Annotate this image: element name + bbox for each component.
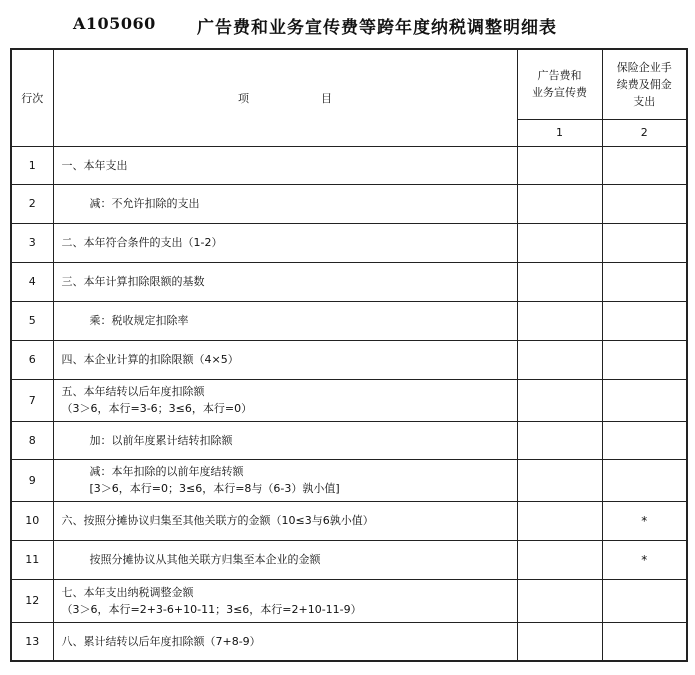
row-value-col1[interactable] [517,622,602,661]
row-value-col1[interactable] [517,579,602,622]
row-item [53,501,517,540]
row-item [53,540,517,579]
row-number: 12 [11,579,53,622]
row-item-line1: 二、本年符合条件的支出（1-2） [61,236,223,249]
row-value-col1[interactable] [517,262,602,301]
row-item [53,146,517,184]
row-item [53,223,517,262]
row-item [53,184,517,223]
adjustment-table [10,48,688,662]
row-value-col1[interactable] [517,501,602,540]
col1-header-line2: 业务宣传费 [532,86,587,100]
row-item [53,379,517,421]
row-item-line1: 减：不允许扣除的支出 [89,197,200,210]
row-item-line1: 八、累计结转以后年度扣除额（7+8-9） [61,634,261,648]
row-value-col1[interactable] [517,459,602,501]
row-value-col2[interactable] [602,223,687,262]
form-title: 广告费和业务宣传费等跨年度纳税调整明细表 [197,18,557,38]
col-item-header [53,49,517,146]
row-value-col2[interactable] [602,622,687,661]
row-item [53,340,517,379]
row-item-line2: （3＞6，本行=3-6；3≤6，本行=0） [61,402,253,415]
row-value-col2[interactable] [602,301,687,340]
table-row [11,622,687,661]
row-item-line1: 加：以前年度累计结转扣除额 [89,433,233,447]
row-item [53,459,517,501]
table-row [11,421,687,459]
col1-index: 1 [517,119,602,146]
col1-header-line1: 广告费和 [537,69,582,83]
row-number: 6 [11,340,53,379]
row-item-line1: 四、本企业计算的扣除限额（4×5） [61,353,239,366]
form-code: A105060 [73,14,156,33]
row-value-col2[interactable]: * [602,501,687,540]
row-item-line1: 一、本年支出 [61,158,128,172]
row-number: 3 [11,223,53,262]
table-row [11,540,687,579]
row-value-col1[interactable] [517,184,602,223]
table-row [11,146,687,184]
row-item-line1: 五、本年结转以后年度扣除额 [61,385,205,398]
row-item-line1: 按照分摊协议从其他关联方归集至本企业的金额 [89,553,321,566]
row-value-col1[interactable] [517,540,602,579]
col2-header-line1: 保险企业手 [616,60,672,74]
row-value-col2[interactable] [602,421,687,459]
row-value-col1[interactable] [517,146,602,184]
row-number: 1 [11,146,53,184]
row-item [53,301,517,340]
table-row [11,501,687,540]
row-number: 13 [11,622,53,661]
col-item-char-a: 项 [238,91,249,105]
row-value-col1[interactable] [517,379,602,421]
row-value-col2[interactable] [602,579,687,622]
row-value-col1[interactable] [517,223,602,262]
row-value-col2[interactable] [602,340,687,379]
row-value-col2[interactable] [602,262,687,301]
row-number: 5 [11,301,53,340]
row-value-col2[interactable]: * [602,540,687,579]
title-row [0,0,695,48]
row-number: 7 [11,379,53,421]
table-row [11,340,687,379]
row-value-col1[interactable] [517,301,602,340]
col1-header [517,49,602,119]
col2-header-line2: 续费及佣金 [616,77,672,91]
col2-index: 2 [602,119,687,146]
header-row [11,49,687,119]
table-row [11,301,687,340]
table-row [11,459,687,501]
table-row [11,223,687,262]
col2-header-line3: 支出 [633,94,656,108]
row-item-line2: （3＞6，本行=2+3-6+10-11；3≤6，本行=2+10-11-9） [61,602,362,616]
row-item-line1: 六、按照分摊协议归集至其他关联方的金额（10≤3与6孰小值） [61,514,374,527]
row-value-col2[interactable] [602,184,687,223]
row-value-col2[interactable] [602,459,687,501]
table-row [11,184,687,223]
row-item-line2: [3＞6，本行=0；3≤6，本行=8与（6-3）孰小值] [89,482,340,495]
row-number: 10 [11,501,53,540]
row-item-line1: 乘：税收规定扣除率 [89,314,189,327]
row-item-line1: 减：本年扣除的以前年度结转额 [89,465,244,478]
row-value-col2[interactable] [602,146,687,184]
row-value-col2[interactable] [602,379,687,421]
row-number: 9 [11,459,53,501]
col2-header [602,49,687,119]
row-number: 11 [11,540,53,579]
row-number: 2 [11,184,53,223]
table-row [11,262,687,301]
row-number: 4 [11,262,53,301]
row-number: 8 [11,421,53,459]
row-item [53,622,517,661]
row-item-line1: 七、本年支出纳税调整金额 [61,585,194,599]
row-item [53,579,517,622]
table-row [11,579,687,622]
row-value-col1[interactable] [517,340,602,379]
row-value-col1[interactable] [517,421,602,459]
col-row-no-header: 行次 [11,49,53,146]
row-item [53,421,517,459]
col-item-char-b: 目 [321,91,332,105]
row-item-line1: 三、本年计算扣除限额的基数 [61,275,205,288]
table-row [11,379,687,421]
row-item [53,262,517,301]
